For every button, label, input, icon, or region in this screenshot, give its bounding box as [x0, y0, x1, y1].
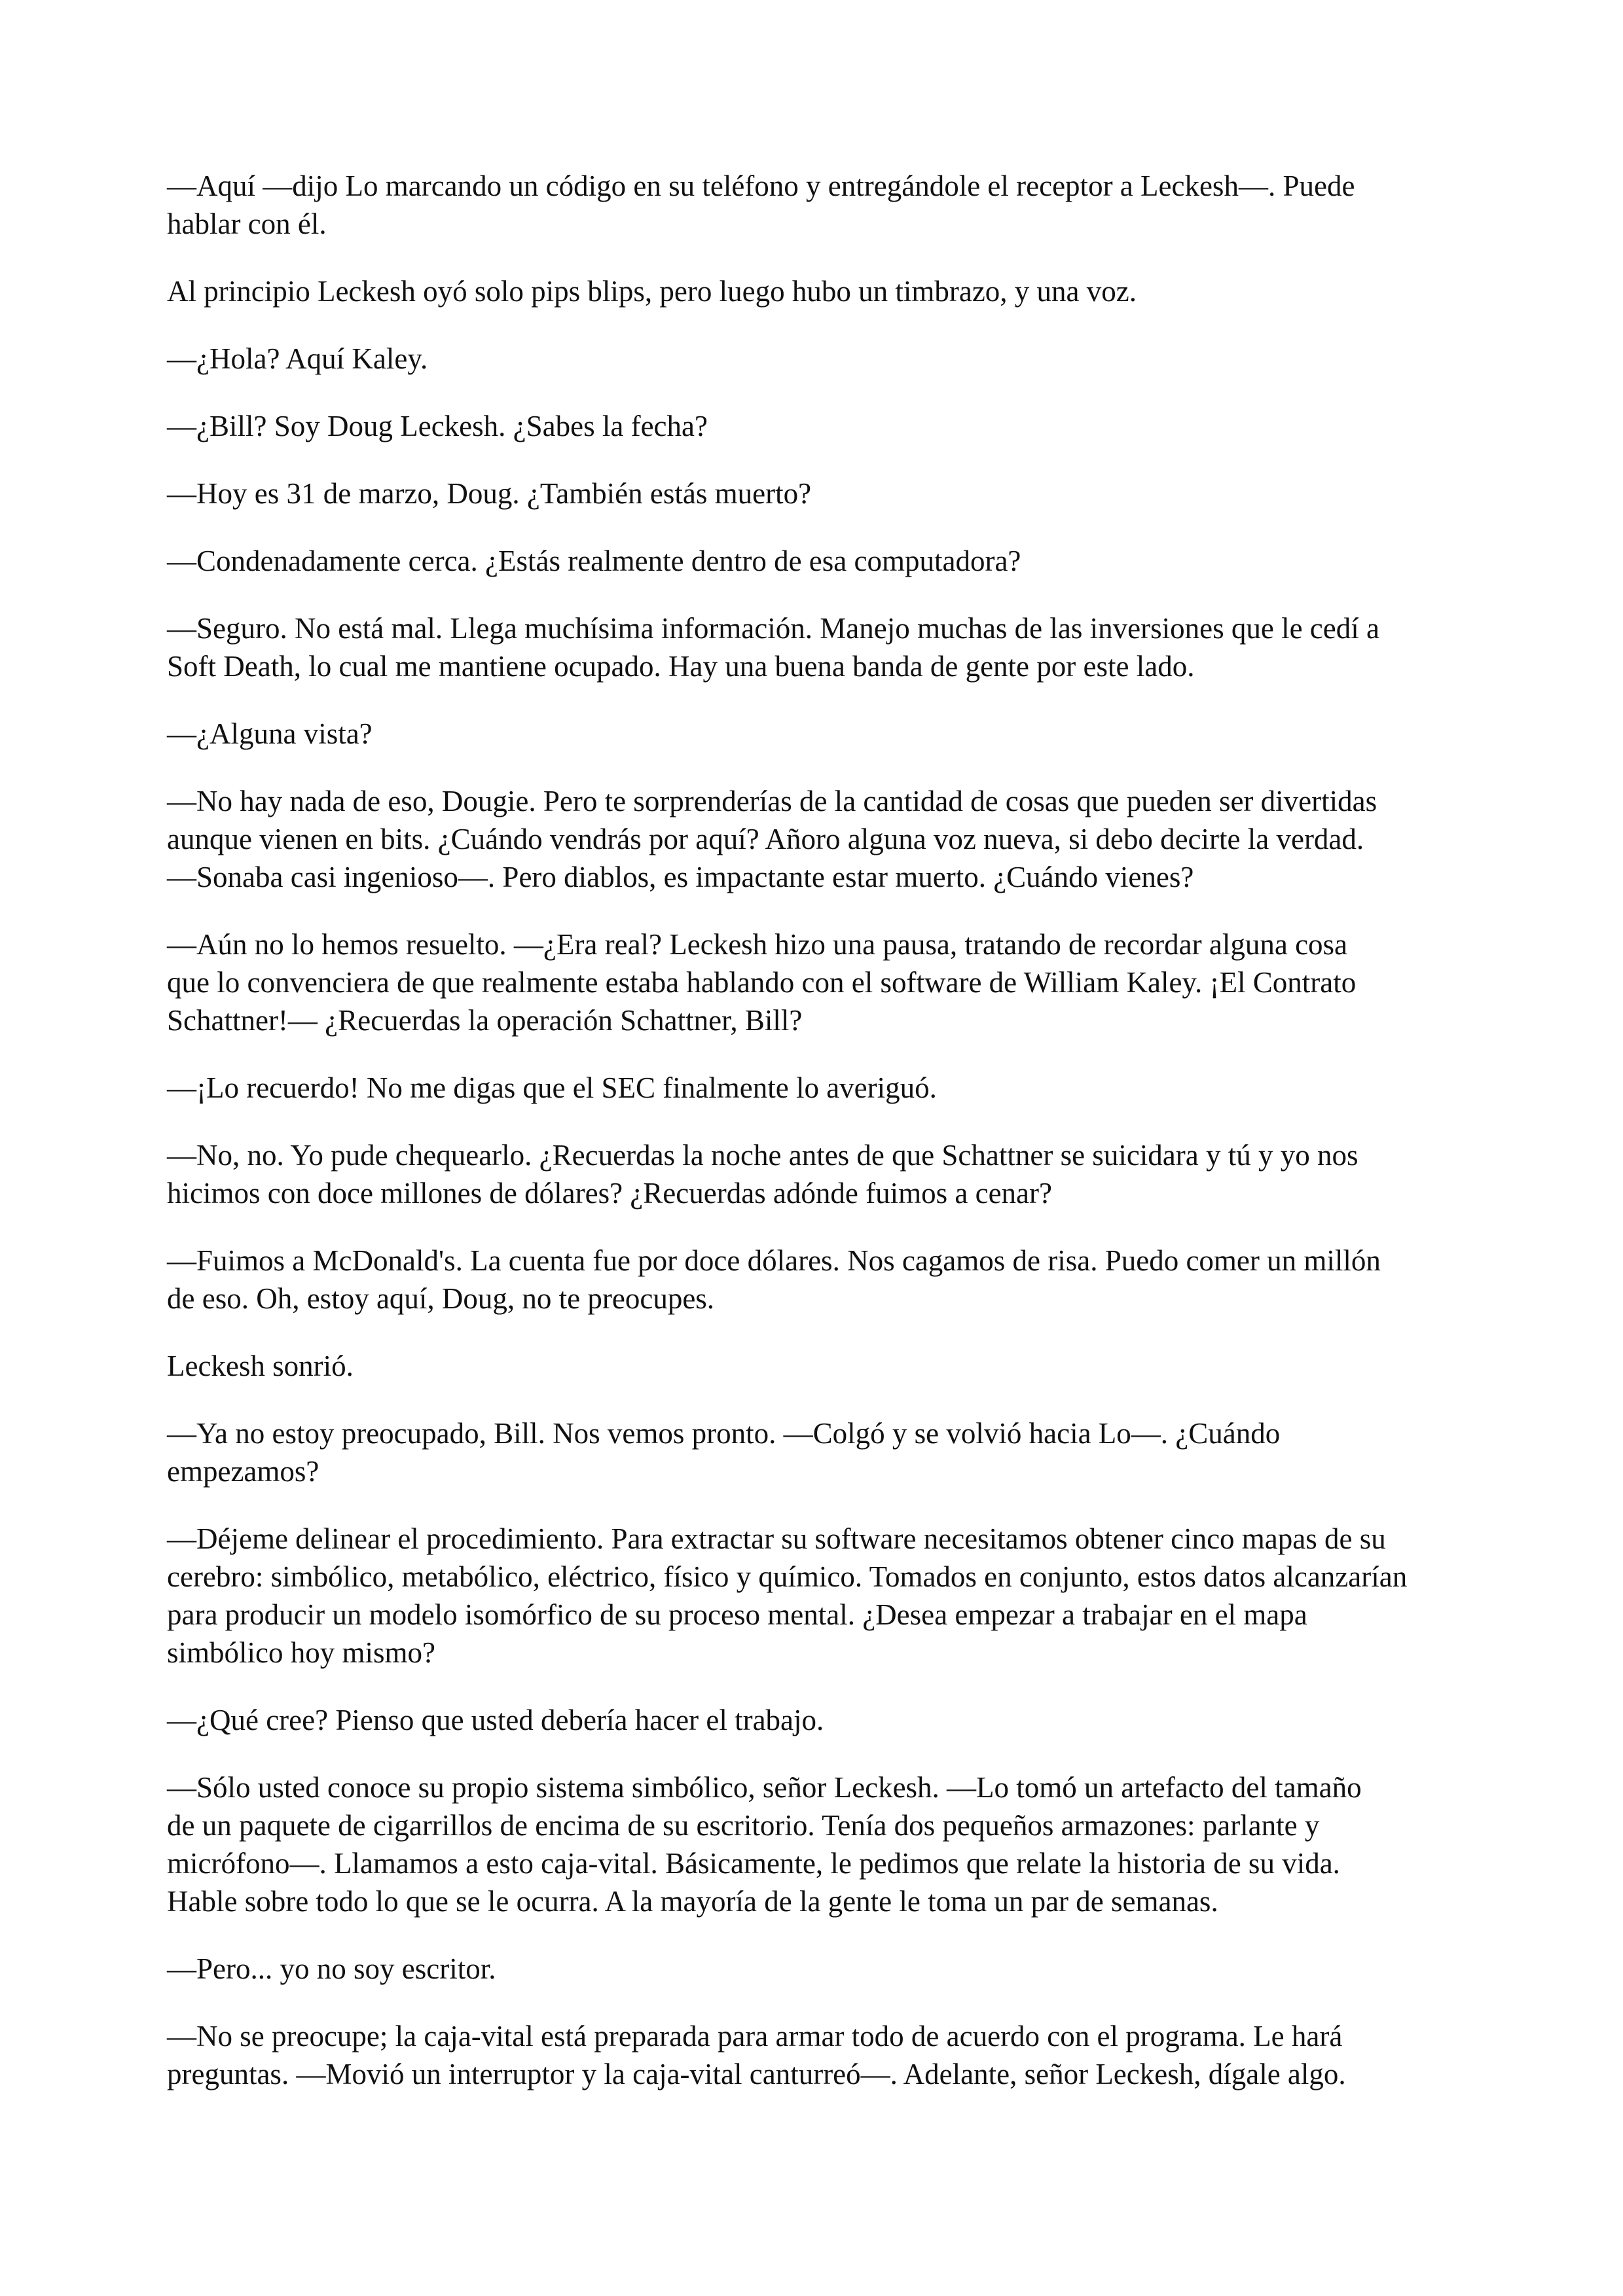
- paragraph-9: [167, 782, 1476, 896]
- text-line: —Pero... yo no soy escritor.: [167, 1952, 496, 1985]
- text-line: —Aún no lo hemos resuelto. —¿Era real? Leckesh hizo una pausa, tratando de recordar alguna cosa: [167, 928, 1348, 961]
- text-line: hablar con él.: [167, 207, 327, 240]
- text-line: de un paquete de cigarrillos de encima de su escritorio. Tenía dos pequeños armazones: parlante y: [167, 1809, 1320, 1842]
- text-line: de eso. Oh, estoy aquí, Doug, no te preocupes.: [167, 1282, 715, 1315]
- paragraph-3: [167, 340, 1476, 378]
- text-line: preguntas. —Movió un interruptor y la caja-vital canturreó—. Adelante, señor Leckesh, dígale algo.: [167, 2058, 1346, 2090]
- text-line: Al principio Leckesh oyó solo pips blips, pero luego hubo un timbrazo, y una voz.: [167, 275, 1137, 308]
- text-line: —Condenadamente cerca. ¿Estás realmente dentro de esa computadora?: [167, 545, 1021, 577]
- text-line: hicimos con doce millones de dólares? ¿Recuerdas adónde fuimos a cenar?: [167, 1177, 1052, 1210]
- text-line: que lo convenciera de que realmente estaba hablando con el software de William Kaley. ¡El Contrato: [167, 966, 1357, 999]
- paragraph-4: [167, 407, 1476, 445]
- paragraph-12: [167, 1136, 1476, 1212]
- text-line: —¿Hola? Aquí Kaley.: [167, 342, 428, 375]
- paragraph-1: [167, 167, 1476, 243]
- paragraph-18: [167, 1768, 1476, 1920]
- paragraph-13: [167, 1242, 1476, 1318]
- text-line: —¡Lo recuerdo! No me digas que el SEC finalmente lo averiguó.: [167, 1071, 937, 1104]
- paragraph-11: [167, 1069, 1476, 1107]
- text-line: —Ya no estoy preocupado, Bill. Nos vemos pronto. —Colgó y se volvió hacia Lo—. ¿Cuándo: [167, 1417, 1281, 1450]
- text-line: —Déjeme delinear el procedimiento. Para extractar su software necesitamos obtener cinco mapas de su: [167, 1522, 1386, 1555]
- document-page: [167, 167, 1476, 2123]
- text-line: Leckesh sonrió.: [167, 1350, 354, 1382]
- text-line: simbólico hoy mismo?: [167, 1636, 435, 1669]
- text-line: —No, no. Yo pude chequearlo. ¿Recuerdas la noche antes de que Schattner se suicidara y tú y yo nos: [167, 1139, 1359, 1172]
- text-line: —No hay nada de eso, Dougie. Pero te sorprenderías de la cantidad de cosas que pueden ser divertidas: [167, 785, 1377, 817]
- text-line: aunque vienen en bits. ¿Cuándo vendrás por aquí? Añoro alguna voz nueva, si debo decirte la verdad.: [167, 823, 1364, 855]
- text-line: Soft Death, lo cual me mantiene ocupado. Hay una buena banda de gente por este lado.: [167, 650, 1195, 683]
- text-line: —¿Alguna vista?: [167, 717, 373, 750]
- paragraph-8: [167, 715, 1476, 753]
- text-line: —Seguro. No está mal. Llega muchísima información. Manejo muchas de las inversiones que le cedí a: [167, 612, 1379, 645]
- text-line: —¿Bill? Soy Doug Leckesh. ¿Sabes la fecha?: [167, 410, 708, 442]
- paragraph-20: [167, 2017, 1476, 2093]
- text-line: —Hoy es 31 de marzo, Doug. ¿También estás muerto?: [167, 477, 812, 510]
- paragraph-10: [167, 925, 1476, 1039]
- text-line: —No se preocupe; la caja-vital está preparada para armar todo de acuerdo con el programa. Le hará: [167, 2020, 1343, 2053]
- text-line: —¿Qué cree? Pienso que usted debería hacer el trabajo.: [167, 1704, 824, 1736]
- paragraph-15: [167, 1414, 1476, 1490]
- paragraph-17: [167, 1701, 1476, 1739]
- text-line: —Fuimos a McDonald's. La cuenta fue por doce dólares. Nos cagamos de risa. Puedo comer un millón: [167, 1244, 1381, 1277]
- text-line: —Sonaba casi ingenioso—. Pero diablos, es impactante estar muerto. ¿Cuándo vienes?: [167, 861, 1194, 893]
- paragraph-16: [167, 1520, 1476, 1672]
- text-line: empezamos?: [167, 1455, 319, 1488]
- paragraph-14: [167, 1347, 1476, 1385]
- text-line: para producir un modelo isomórfico de su proceso mental. ¿Desea empezar a trabajar en el mapa: [167, 1598, 1307, 1631]
- text-line: —Aquí —dijo Lo marcando un código en su teléfono y entregándole el receptor a Leckesh—. Puede: [167, 170, 1355, 202]
- text-line: —Sólo usted conoce su propio sistema simbólico, señor Leckesh. —Lo tomó un artefacto del tamaño: [167, 1771, 1362, 1804]
- text-line: Schattner!— ¿Recuerdas la operación Schattner, Bill?: [167, 1004, 803, 1037]
- text-line: cerebro: simbólico, metabólico, eléctrico, físico y químico. Tomados en conjunto, estos datos alcanzarían: [167, 1560, 1408, 1593]
- text-line: Hable sobre todo lo que se le ocurra. A la mayoría de la gente le toma un par de semanas.: [167, 1885, 1218, 1918]
- paragraph-7: [167, 609, 1476, 685]
- paragraph-5: [167, 475, 1476, 512]
- paragraph-2: [167, 272, 1476, 310]
- paragraph-19: [167, 1950, 1476, 1988]
- paragraph-6: [167, 542, 1476, 580]
- text-line: micrófono—. Llamamos a esto caja-vital. Básicamente, le pedimos que relate la historia de su vida.: [167, 1847, 1340, 1880]
